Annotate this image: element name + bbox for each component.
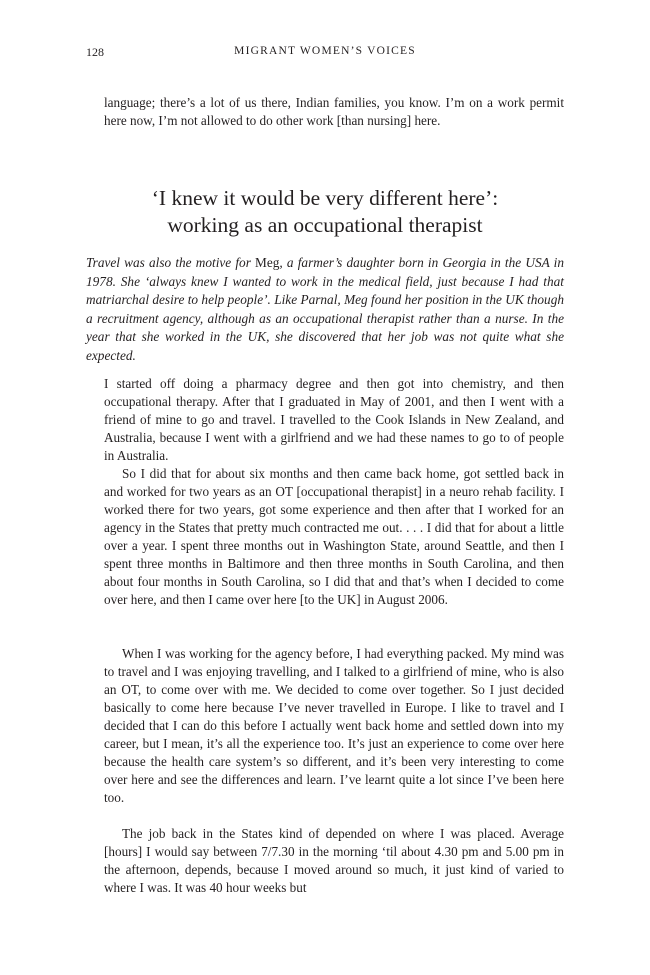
section-title-line-1: ‘I knew it would be very different here’: [151,186,499,210]
continued-quote-paragraph: language; there’s a lot of us there, Indian families, you know. I’m on a work permit here now, I’m not allowed to do other work [than nursing] here. [104,95,564,128]
page-number: 128 [86,45,104,59]
quote-paragraph-1: I started off doing a pharmacy degree and then got into chemistry, and then occupational therapy. After that I graduated in May of 2001, and then I went with a friend of mine to go and travel. I travelled to the Cook Islands in New Zealand, and Australia, because I went with a girlfriend and we had these names to go to of people in Australia. [104,376,564,463]
intro-name: Meg [255,255,280,270]
quote-paragraph-2: So I did that for about six months and then came back home, got settled back in and worked for two years as an OT [occupational therapist] in a neuro rehab facility. I worked there for two years, got some experience and then after that I worked for an agency in the States that pretty much contracted me out. . . . I did that for about a little over a year. I spent three months out in Washington State, around Seattle, and then I spent three months in Baltimore and then three months in South Carolina, and then about four months in South Carolina, so I did that and that’s when I decided to come over here, and then I came over here [to the UK] in August 2006. [104,466,564,607]
section-title-line-2: working as an occupational therapist [167,213,483,237]
intro-paragraph [86,254,564,366]
page-header [86,45,564,63]
quote-paragraph-3: When I was working for the agency before, I had everything packed. My mind was to travel and I was enjoying travelling, and I talked to a girlfriend of mine, who is also an OT, to come over with me. We decided to come over together. So I just decided basically to come here because I’ve never travelled in Europe. I like to travel and I decided that I can do this before I actually went back home and settled down into my career, but I mean, it’s all the experience too. It’s just an experience to come over here because the health care system’s so different, and it’s been very interesting to come over here and see the differences and learn. I’ve learnt quite a lot since I’ve been here too. [104,646,564,805]
intro-text-rest: , a farmer’s daughter born in Georgia in the USA in 1978. She ‘always knew I wanted to work in the medical field, just because I had that matriarchal desire to help people’. Like Parnal, Meg found her position in the UK though a recruitment agency, although as an occupational therapist rather than a nurse. In the year that she worked in the UK, she discovered that her job was not quite what she expected. [86,255,564,363]
intro-text-start: Travel was also the motive for [86,255,256,270]
section-title [86,185,564,239]
quote-paragraph-4: The job back in the States kind of depended on where I was placed. Average [hours] I would say between 7/7.30 in the morning ‘til about 4.30 pm and 5.00 pm in the afternoon, depends, because I moved around so much, it just kind of varied to where I was. It was 40 hour weeks but [104,826,564,895]
running-head: MIGRANT WOMEN’S VOICES [234,45,416,57]
